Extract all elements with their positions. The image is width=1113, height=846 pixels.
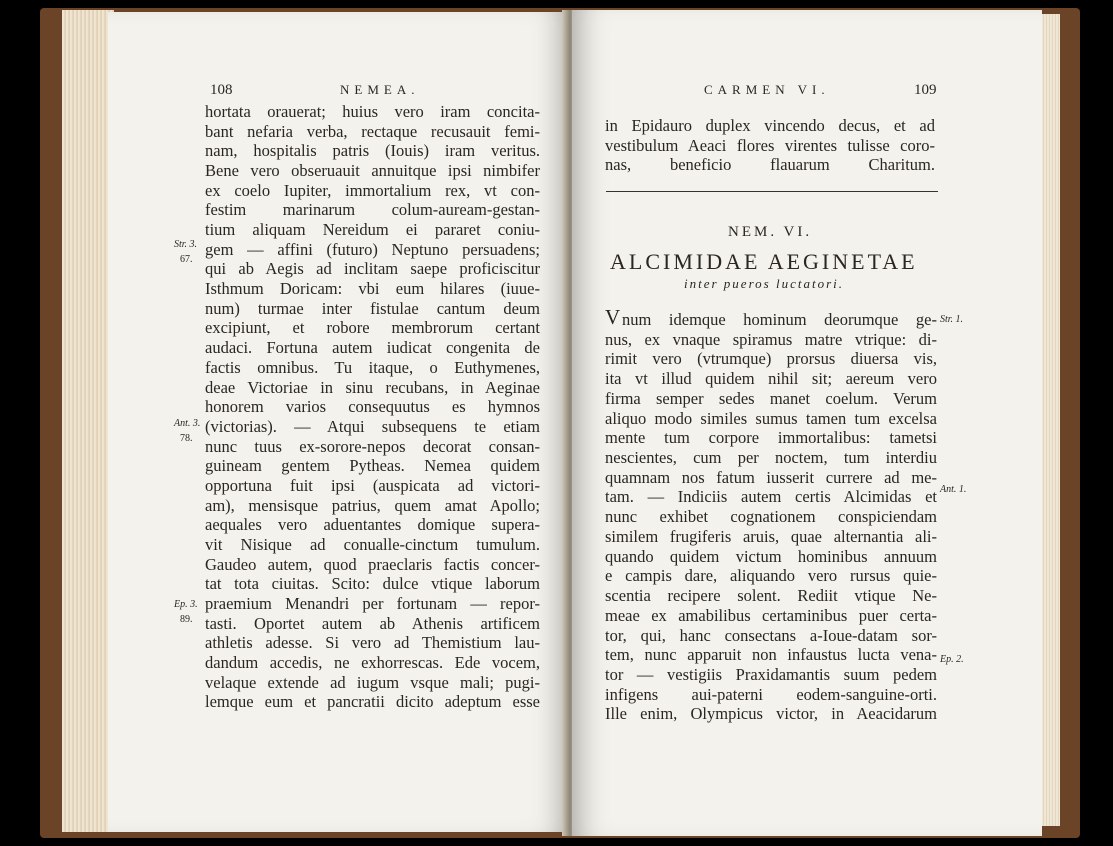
text-line: (victorias). — Atqui subsequens te etiam	[205, 416, 540, 436]
right-page	[572, 10, 1042, 836]
text-line: qui ab Aegis ad inclitam saepe proficiscitur	[205, 259, 540, 279]
text-line: guineam gentem Pytheas. Nemea quidem	[205, 456, 540, 476]
text-line: Isthmum Doricam: vbi eum hilares (iuue-	[205, 279, 540, 299]
text-line: Gaudeo autem, quod praeclaris factis concer-	[205, 554, 540, 574]
text-line: num idemque hominum deorumque ge-	[622, 310, 937, 329]
margin-note-label: Ep. 3.	[174, 599, 198, 610]
page-number: 109	[914, 82, 937, 98]
text-line: nam, hospitalis patris (Iouis) iram veritus.	[205, 141, 540, 161]
text-line: meae ex amabilibus certaminibus puer certa-	[605, 605, 937, 625]
text-line: num) turmae inter fistulae cantum deum	[205, 298, 540, 318]
text-line: tium aliquam Nereidum ei pararet coniu-	[205, 220, 540, 240]
margin-note-number: 89.	[180, 614, 193, 625]
margin-note-label: Str. 1.	[940, 314, 964, 325]
text-line: honorem varios consequutus es hymnos	[205, 397, 540, 417]
text-line: gem — affini (futuro) Neptuno persuadens;	[205, 239, 540, 259]
text-line: ex coelo Iupiter, immortalium rex, vt con-	[205, 180, 540, 200]
text-line: nunc exhibet cognationem conspiciendam	[605, 507, 937, 527]
text-line: nescientes, cum per noctem, tum interdiu	[605, 448, 937, 468]
text-line: Ille enim, Olympicus victor, in Aeacidarum	[605, 704, 937, 724]
text-line: tor, qui, hanc consectans a-Ioue-datam sor-	[605, 625, 937, 645]
text-line: e campis dare, aliquando vero rursus quie-	[605, 566, 937, 586]
running-head: NEMEA.	[340, 82, 420, 97]
text-line: hortata orauerat; huius vero iram concita-	[205, 102, 540, 121]
margin-note-number: 67.	[180, 254, 193, 265]
text-line: aliquo modo similes sumus tamen tum excelsa	[605, 408, 937, 428]
text-line: quando quidem victum hominibus annuum	[605, 546, 937, 566]
text-line: tam. — Indiciis autem certis Alcimidas et	[605, 487, 937, 507]
margin-note-label: Ant. 1.	[940, 484, 967, 495]
running-head: CARMEN VI.	[704, 82, 830, 97]
ode-heading: NEM. VI.	[728, 224, 813, 240]
text-line: ita vt illud quidem nihil sit; aereum vero	[605, 369, 937, 389]
text-line: nas, beneficio flauarum Charitum.	[605, 155, 935, 174]
text-line: tor — vestigiis Praxidamantis suum pedem	[605, 664, 937, 684]
text-line: deae Victoriae in sinu recubans, in Aeginae	[205, 377, 540, 397]
text-line: audaci. Fortuna autem iudicat congenita de	[205, 338, 540, 358]
text-line: firma semper sedes manet coelum. Verum	[605, 388, 937, 408]
section-rule	[606, 191, 938, 192]
text-line: similem frugiferis aruis, quae alternantia ali-	[605, 526, 937, 546]
margin-note-label: Str. 3.	[174, 239, 198, 250]
page-number: 108	[210, 82, 233, 98]
text-line: am), mensisque patrius, quem amat Apollo;	[205, 495, 540, 515]
text-line: bant nefaria verba, rectaque recusauit femi-	[205, 121, 540, 141]
text-line: mente tum corpore immortalibus: tametsi	[605, 428, 937, 448]
text-line: aequales vero aduentantes domique supera-	[205, 515, 540, 535]
text-line: quamnam nos fatum iusserit currere ad me-	[605, 467, 937, 487]
text-line: athletis adesse. Si vero ad Themistium lau-	[205, 633, 540, 653]
text-line: rimit vero (vtrumque) prorsus diuersa vis,	[605, 349, 937, 369]
text-line: nus, ex vnaque spiramus matre vtrique: di-	[605, 329, 937, 349]
text-line: praemium Menandri per fortunam — repor-	[205, 594, 540, 613]
text-line: infigens aui-paterni eodem-sanguine-orti.	[605, 684, 937, 704]
text-line: vestibulum Aeaci flores virentes tulisse coro-	[605, 135, 935, 155]
margin-note-number: 78.	[180, 433, 193, 444]
text-line: excipiunt, et robore membrorum certant	[205, 318, 540, 338]
text-line: opportuna fuit ipsi (auspicata ad victori-	[205, 475, 540, 495]
text-line: festim marinarum colum-auream-gestan-	[205, 200, 540, 220]
text-line: Bene vero obseruauit annuitque ipsi nimbifer	[205, 161, 540, 181]
text-line: velaque extende ad iugum vsque mali; pugi-	[205, 672, 540, 692]
text-line: tem, nunc apparuit non infaustus lucta vena-	[605, 645, 937, 665]
page-edges-left	[62, 10, 114, 832]
text-line: lemque eum et pancratii dicito adeptum esse	[205, 692, 540, 712]
drop-cap: V	[605, 305, 621, 329]
text-line: nunc tuus ex-sorore-nepos decorat consan-	[205, 436, 540, 456]
margin-note-label: Ant. 3.	[174, 418, 201, 429]
text-line: in Epidauro duplex vincendo decus, et ad	[605, 116, 935, 135]
ode-subtitle: inter pueros luctatori.	[684, 276, 844, 291]
text-line: tat tota ciuitas. Scito: dulce vtique laborum	[205, 574, 540, 594]
left-page	[108, 12, 568, 832]
text-line: factis omnibus. Tu itaque, o Euthymenes,	[205, 357, 540, 377]
text-line: dandum accedis, ne exhorrescas. Ede vocem,	[205, 653, 540, 673]
text-line: tasti. Oportet autem ab Athenis artificem	[205, 613, 540, 633]
text-line: vit Nisique ad conualle-cinctum tumulum.	[205, 534, 540, 554]
margin-note-label: Ep. 2.	[940, 654, 964, 665]
ode-title: ALCIMIDAE AEGINETAE	[610, 249, 918, 274]
text-line: scentia recipere solent. Rediit vtique Ne-	[605, 586, 937, 606]
